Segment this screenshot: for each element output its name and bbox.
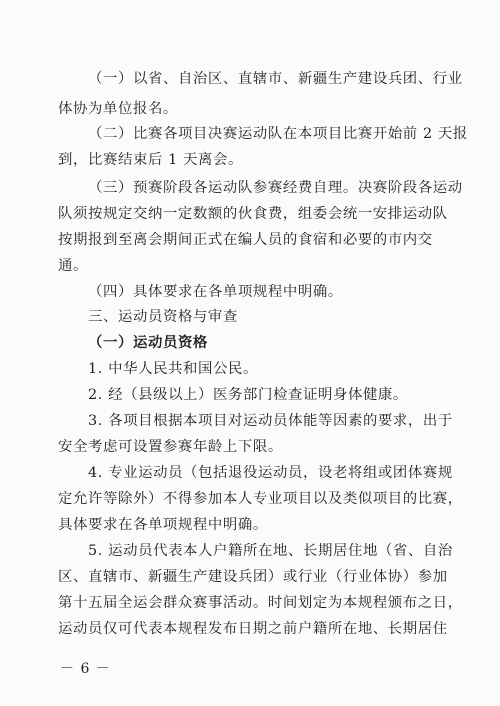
paragraph-line: （三）预赛阶段各运动队参赛经费自理。决赛阶段各运动 [88, 180, 463, 196]
subsection-heading: （一）运动员资格 [88, 335, 208, 351]
paragraph-line: 通。 [58, 258, 88, 274]
paragraph-line: （四）具体要求在各单项规程中明确。 [88, 284, 343, 300]
paragraph-line: 区、直辖市、新疆生产建设兵团）或行业（行业体协）参加 [58, 569, 448, 585]
list-item: 2. 经（县级以上）医务部门检查证明身体健康。 [88, 387, 408, 403]
paragraph-line: 到，比赛结束后 1 天离会。 [58, 152, 244, 168]
paragraph-line: 运动员仅可代表本规程发布日期之前户籍所在地、长期居住 [58, 621, 448, 637]
list-item: 3. 各项目根据本项目对运动员体能等因素的要求，出于 [88, 413, 453, 429]
list-item: 1. 中华人民共和国公民。 [88, 361, 259, 377]
paragraph-line: （一）以省、自治区、直辖市、新疆生产建设兵团、行业 [88, 71, 463, 87]
section-heading: 三、运动员资格与审查 [88, 309, 238, 325]
page-number: － 6 － [60, 661, 111, 677]
paragraph-line: 具体要求在各单项规程中明确。 [58, 517, 268, 533]
list-item: 4. 专业运动员（包括退役运动员，设老将组或团体赛规 [88, 465, 453, 481]
paragraph-line: 队须按规定交纳一定数额的伙食费，组委会统一安排运动队 [58, 206, 448, 222]
paragraph-line: （二）比赛各项目决赛运动队在本项目比赛开始前 2 天报 [88, 126, 468, 142]
paragraph-line: 按期报到至离会期间正式在编人员的食宿和必要的市内交 [58, 232, 433, 248]
paragraph-line: 定允许等除外）不得参加本人专业项目以及类似项目的比赛， [58, 491, 463, 507]
list-item: 5. 运动员代表本人户籍所在地、长期居住地（省、自治 [88, 543, 453, 559]
paragraph-line: 第十五届全运会群众赛事活动。时间划定为本规程颁布之日， [58, 595, 463, 611]
paragraph-line: 体协为单位报名。 [58, 101, 178, 117]
paragraph-line: 安全考虑可设置参赛年龄上下限。 [58, 439, 283, 455]
